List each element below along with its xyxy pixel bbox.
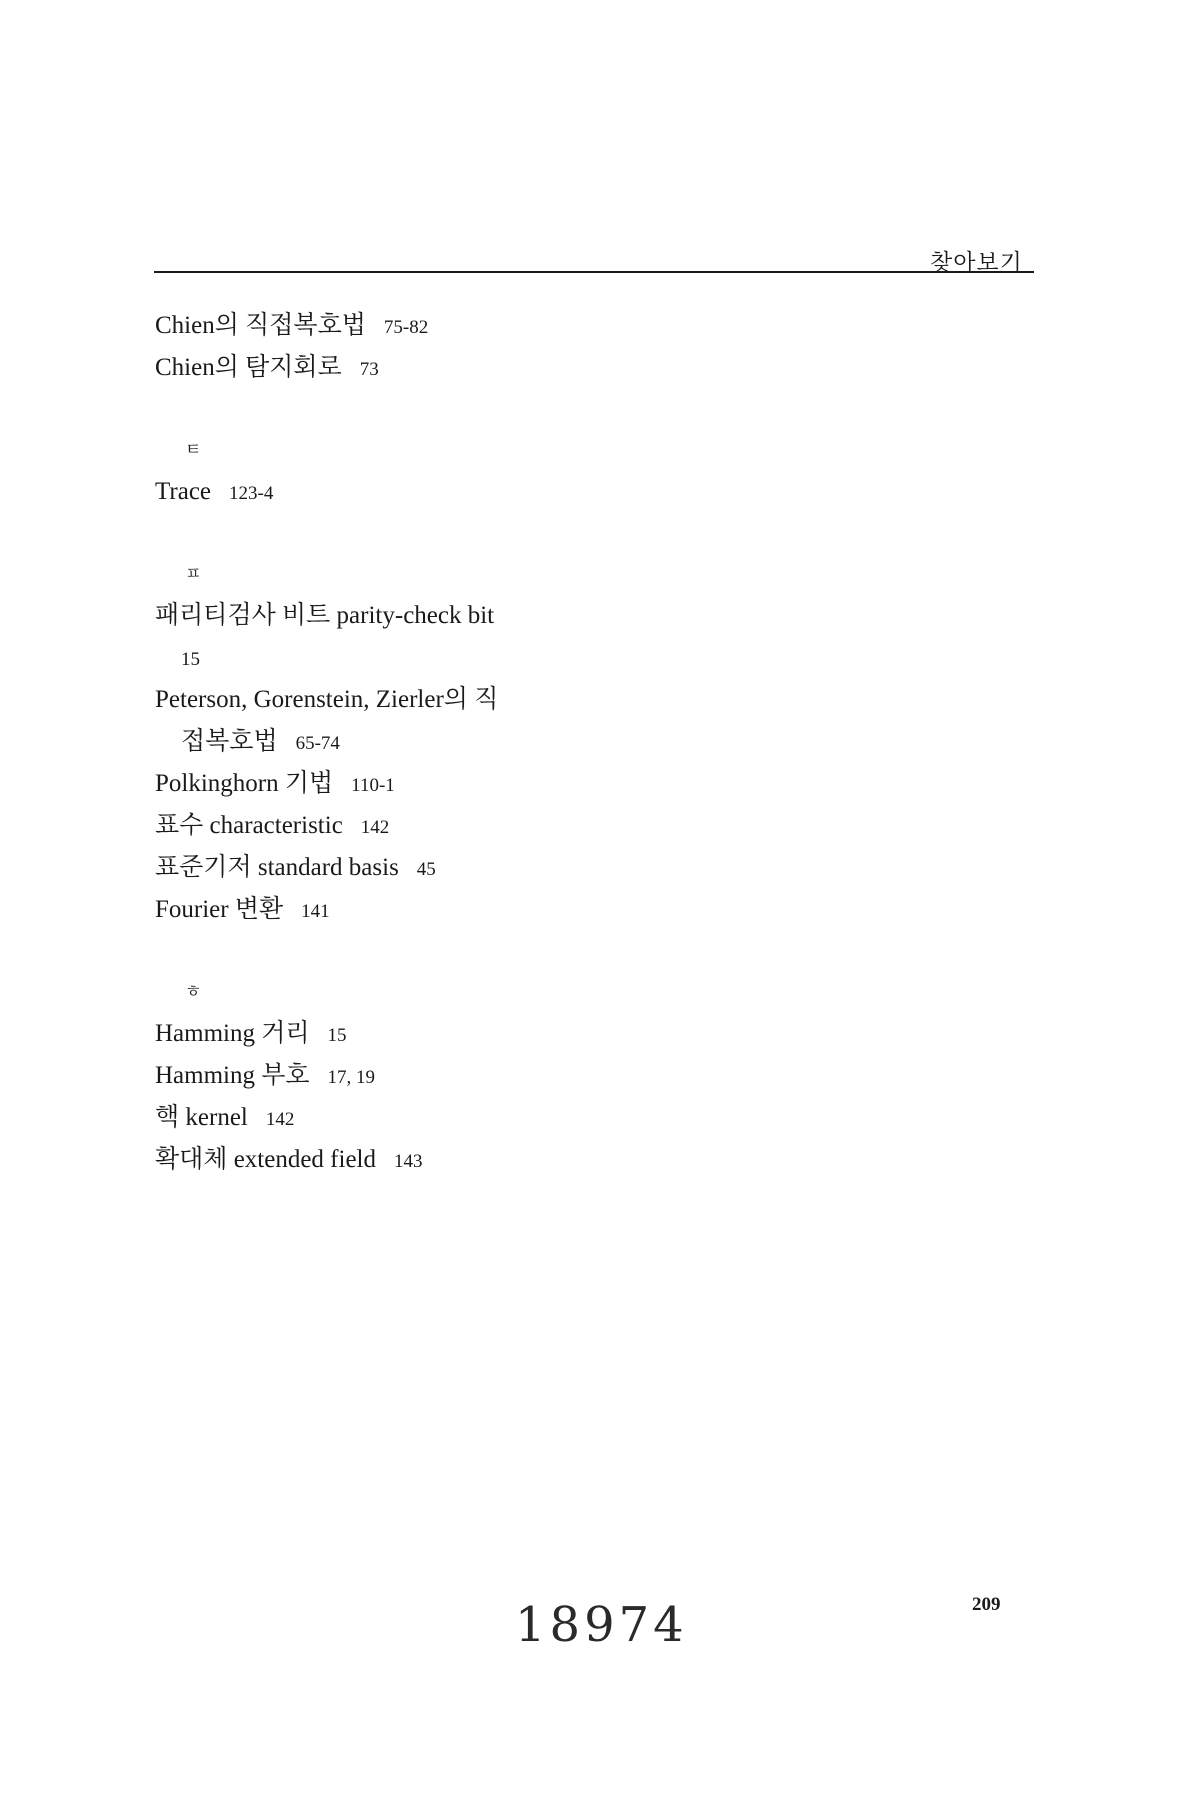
- index-pages: 142: [265, 1109, 295, 1130]
- index-entry: [155, 1139, 855, 1181]
- index-term: Fourier 변환: [155, 896, 284, 923]
- index-pages: 123-4: [229, 483, 274, 504]
- index-term: 핵 kernel: [155, 1104, 248, 1131]
- index-pages: 15: [181, 649, 200, 670]
- index-term: 확대체 extended field: [155, 1146, 376, 1173]
- index-term: Peterson, Gorenstein, Zierler의 직: [155, 686, 499, 713]
- index-pages: 65-74: [295, 733, 340, 754]
- index-pages: 75-82: [383, 317, 429, 338]
- index-entries: [155, 305, 855, 1181]
- index-entry: [155, 305, 855, 347]
- library-stamp-number: 18974: [515, 1597, 688, 1653]
- index-pages: 17, 19: [327, 1067, 376, 1088]
- index-pages: 73: [359, 359, 379, 380]
- index-entry: [155, 347, 855, 389]
- header-rule: [154, 271, 1034, 273]
- index-term: 패리티검사 비트 parity-check bit: [155, 602, 495, 629]
- index-term: Chien의 직접복호법: [155, 312, 366, 339]
- index-entry: [155, 763, 855, 805]
- index-entry: [155, 1097, 855, 1139]
- page-number: 209: [972, 1594, 1001, 1615]
- index-entry: [155, 1013, 855, 1055]
- index-pages: 15: [327, 1025, 347, 1046]
- index-entry: [155, 721, 855, 763]
- index-term: 표준기저 standard basis: [155, 854, 399, 881]
- running-header-title: 찾아보기: [930, 250, 1023, 276]
- index-entry: [155, 805, 855, 847]
- index-entry: [155, 595, 855, 637]
- index-entry: [155, 471, 855, 513]
- index-entry: [155, 847, 855, 889]
- index-term: Chien의 탐지회로: [155, 354, 342, 381]
- index-term: 접복호법: [181, 728, 278, 755]
- index-entry: [155, 637, 855, 679]
- index-term: Hamming 거리: [155, 1020, 310, 1047]
- index-pages: 143: [394, 1151, 423, 1172]
- index-pages: 45: [416, 859, 436, 880]
- index-term: Hamming 부호: [155, 1062, 310, 1089]
- index-term: Trace: [155, 478, 212, 505]
- index-pages: 141: [301, 901, 330, 922]
- index-entry: [155, 889, 855, 931]
- index-term: Polkinghorn 기법: [155, 770, 334, 797]
- section-letter: ㅎ: [185, 982, 202, 1002]
- index-entry: [155, 679, 855, 721]
- index-term: 표수 characteristic: [155, 812, 343, 839]
- index-entry: [155, 1055, 855, 1097]
- index-pages: 110-1: [351, 775, 395, 796]
- index-pages: 142: [360, 817, 390, 838]
- section-letter: ㅌ: [185, 440, 202, 460]
- section-letter: ㅍ: [185, 564, 202, 584]
